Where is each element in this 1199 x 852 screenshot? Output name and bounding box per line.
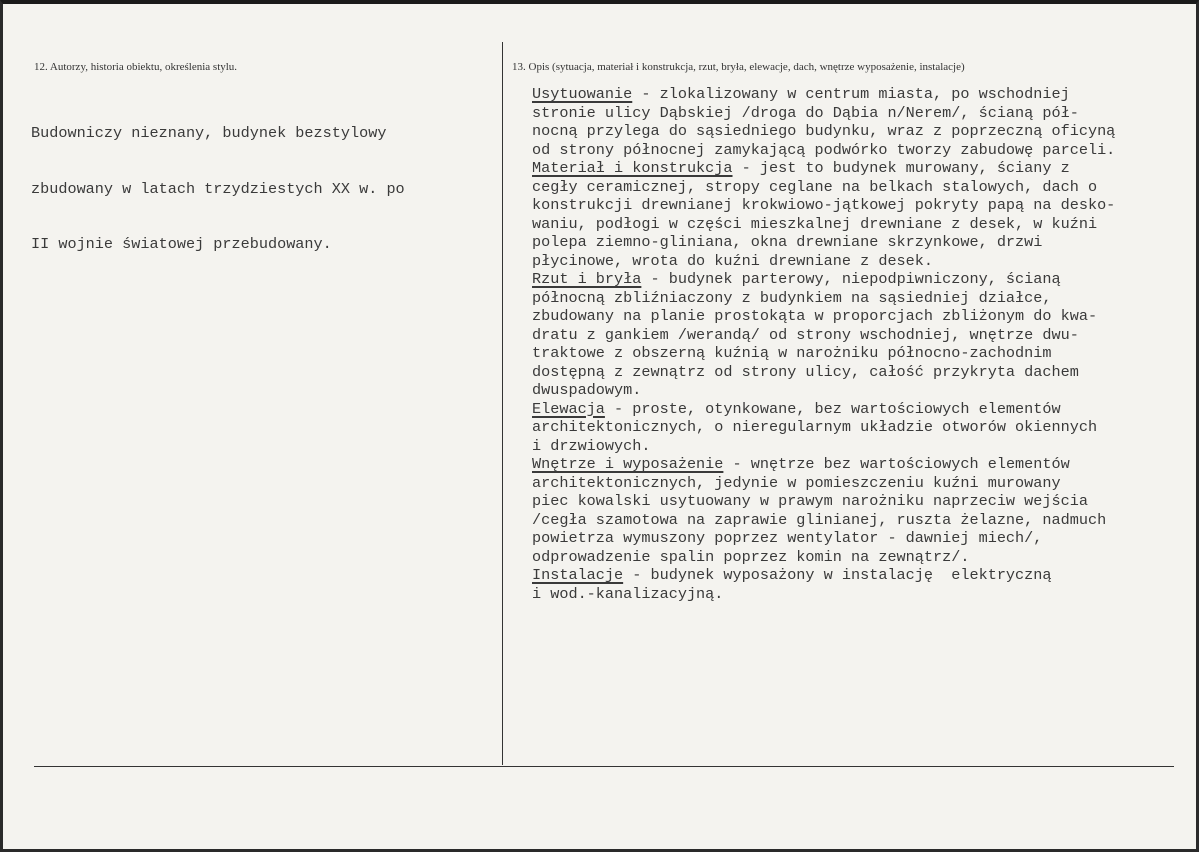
line-text: - zlokalizowany w centrum miasta, po wschodniej (632, 85, 1070, 103)
line-text: /cegła szamotowa na zaprawie glinianej, ruszta żelazne, nadmuch (532, 510, 1107, 529)
text-line (532, 363, 1115, 382)
line-text: stronie ulicy Dąbskiej /droga do Dąbia n/Nerem/, ścianą pół- (532, 103, 1079, 122)
line-text: i drzwiowych. (532, 436, 651, 455)
line-text: - wnętrze bez wartościowych elementów (723, 455, 1070, 473)
line-text: - proste, otynkowane, bez wartościowych elementów (604, 399, 1061, 418)
text-line (532, 418, 1115, 437)
text-line: Budowniczy nieznany, budynek bezstylowy (31, 124, 387, 142)
section-13-label: 13. Opis (sytuacja, materiał i konstrukcja, rzut, bryła, elewacje, dach, wnętrze wyposażenie, instalacje) (512, 61, 965, 73)
text-line (532, 178, 1115, 197)
line-text: dostępną z zewnątrz od strony ulicy, całość przykryta dachem (532, 362, 1079, 381)
line-text: piec kowalski usytuowany w prawym narożniku naprzeciw wejścia (532, 492, 1088, 510)
section-heading: Elewacja (532, 399, 605, 418)
text-line (532, 381, 1115, 400)
text-line (532, 289, 1115, 308)
text-line (532, 196, 1115, 215)
text-line (532, 85, 1115, 104)
text-line (532, 159, 1115, 178)
text-line (532, 511, 1115, 530)
text-line (532, 326, 1115, 345)
line-text: waniu, podłogi w części mieszkalnej drewniane z desek, w kuźni (532, 214, 1098, 233)
text-line (532, 400, 1115, 419)
text-line (532, 307, 1115, 326)
line-text: dratu z gankiem /werandą/ od strony wschodniej, wnętrze dwu- (532, 325, 1079, 344)
section-heading: Materiał i konstrukcja (532, 159, 733, 177)
text-line (532, 233, 1115, 252)
line-text: powietrza wymuszony poprzez wentylator - dawniej miech/, (532, 529, 1043, 547)
text-line (532, 344, 1115, 363)
line-text: od strony północnej zamykającą podwórko tworzy zabudowę parceli. (532, 140, 1116, 159)
text-line (532, 548, 1115, 567)
bottom-rule (34, 766, 1174, 767)
text-line (532, 215, 1115, 234)
section-heading: Wnętrze i wyposażenie (532, 455, 724, 473)
line-text: konstrukcji drewnianej krokwiowo-jątkowej pokryty papą na desko- (532, 196, 1116, 214)
line-text: odprowadzenie spalin poprzez komin na zewnątrz/. (532, 547, 970, 566)
line-text: płycinowe, wrota do kuźni drewniane z desek. (532, 251, 934, 270)
line-text: - budynek parterowy, niepodpiwniczony, ścianą (641, 270, 1061, 288)
line-text: i wod.-kanalizacyjną. (532, 584, 724, 603)
text-line (532, 566, 1115, 585)
text-line (532, 122, 1115, 141)
line-text: architektonicznych, o nieregularnym układzie otworów okiennych (532, 418, 1098, 436)
text-line (532, 437, 1115, 456)
line-text: - budynek wyposażony w instalację elektryczną (623, 566, 1052, 584)
text-line: II wojnie światowej przebudowany. (31, 235, 332, 253)
line-text: północną zbliźniaczony z budynkiem na sąsiedniej działce, (532, 288, 1052, 307)
authors-history-text (31, 87, 405, 272)
text-line (532, 141, 1115, 160)
text-line (532, 492, 1115, 511)
text-line (532, 585, 1115, 604)
line-text: architektonicznych, jedynie w pomieszczeniu kuźni murowany (532, 473, 1061, 492)
column-divider (502, 42, 503, 765)
text-line: zbudowany w latach trzydziestych XX w. po (31, 179, 405, 198)
section-12-label: 12. Autorzy, historia obiektu, określenia stylu. (34, 61, 238, 73)
section-heading: Usytuowanie (532, 85, 633, 103)
text-line (532, 474, 1115, 493)
section-heading: Instalacje (532, 566, 624, 584)
line-text: traktowe z obszerną kuźnią w narożniku północno-zachodnim (532, 344, 1052, 362)
line-text: - jest to budynek murowany, ściany z (732, 159, 1070, 177)
section-heading: Rzut i bryła (532, 270, 642, 288)
text-line (532, 455, 1115, 474)
line-text: dwuspadowym. (532, 381, 642, 399)
line-text: cegły ceramicznej, stropy ceglane na belkach stalowych, dach o (532, 177, 1098, 196)
text-line (532, 104, 1115, 123)
text-line (532, 252, 1115, 271)
line-text: zbudowany na planie prostokąta w proporcjach zbliżonym do kwa- (532, 307, 1098, 325)
line-text: polepa ziemno-gliniana, okna drewniane skrzynkowe, drzwi (532, 233, 1043, 251)
line-text: nocną przylega do sąsiedniego budynku, wraz z poprzeczną oficyną (532, 122, 1116, 140)
text-line (532, 270, 1115, 289)
description-text (532, 85, 1115, 603)
text-line (532, 529, 1115, 548)
